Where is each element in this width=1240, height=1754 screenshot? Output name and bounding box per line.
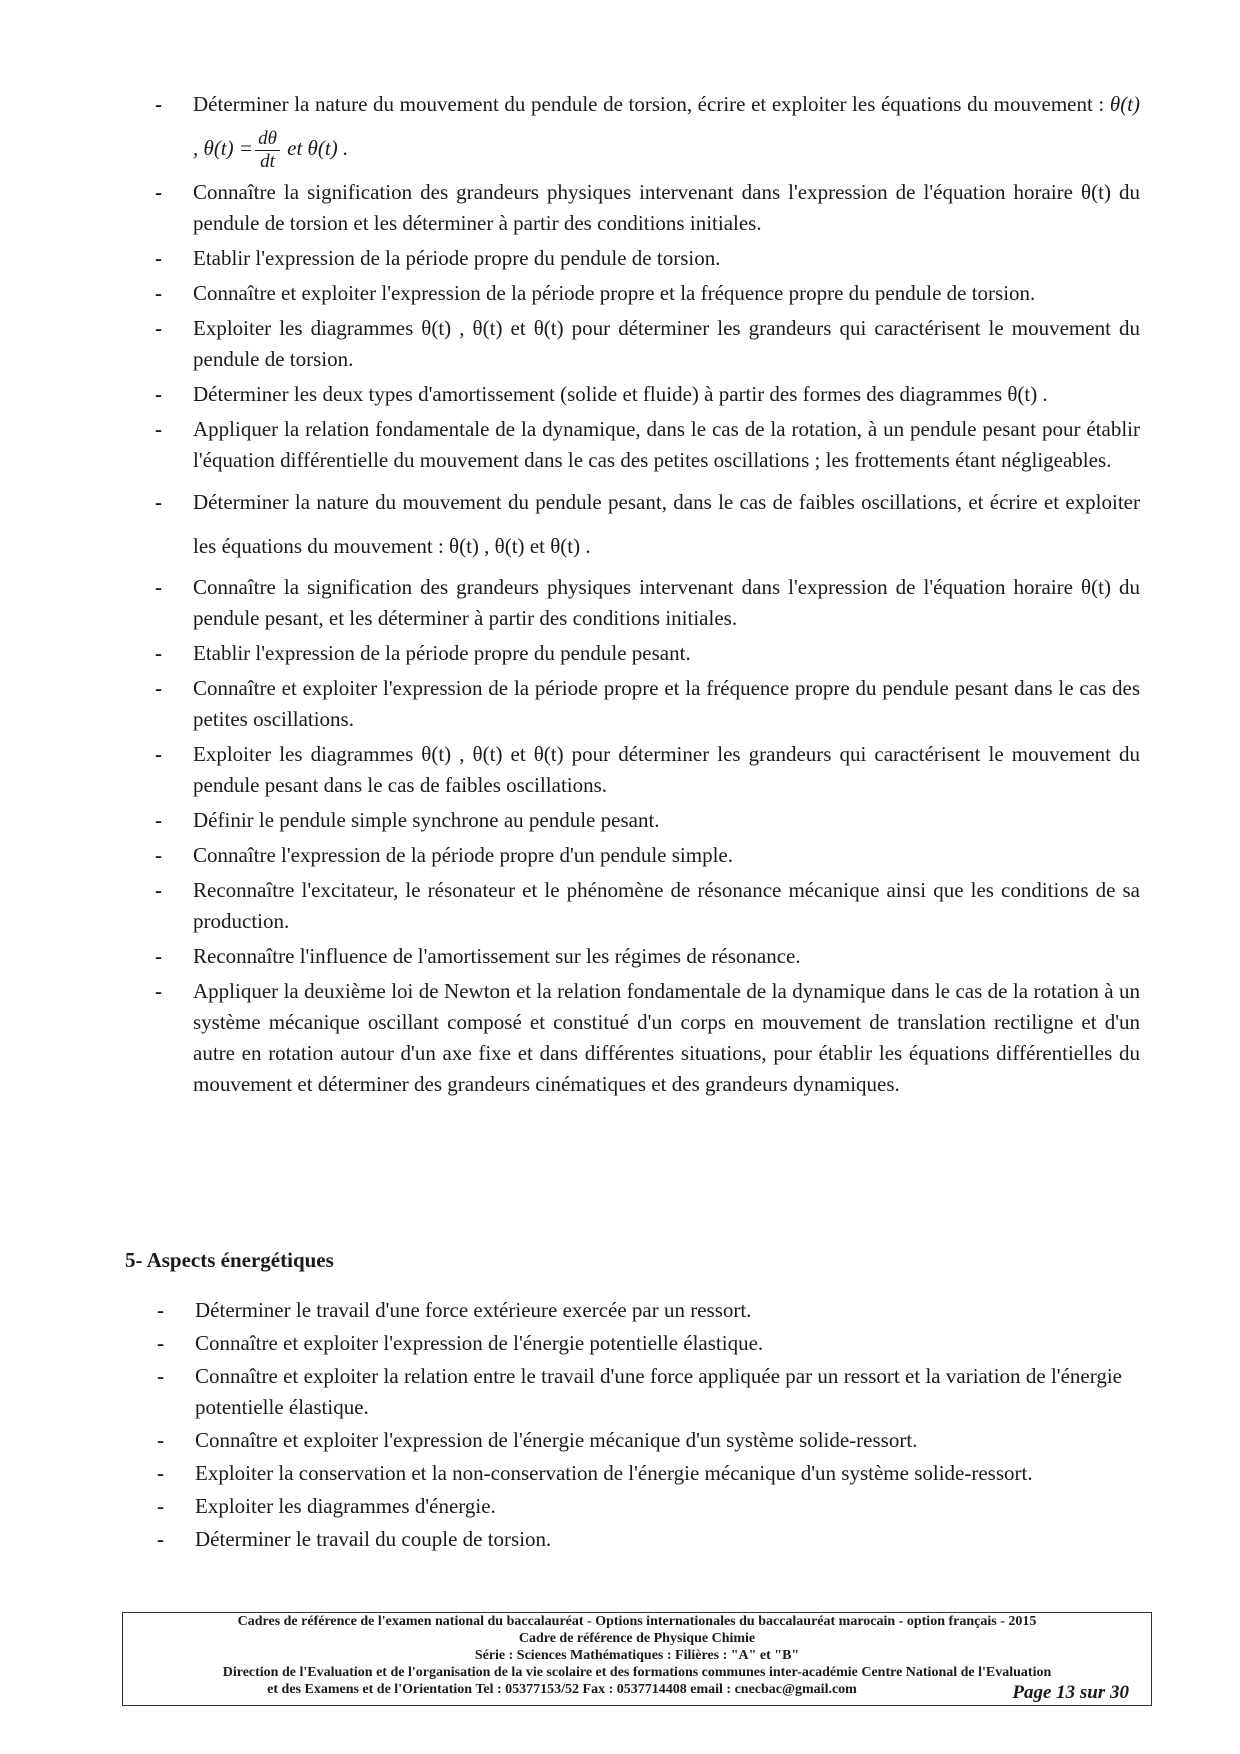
page-number: Page 13 sur 30 [1012, 1682, 1129, 1703]
bullet-dash: - [157, 1428, 164, 1452]
bullet-dash: - [157, 1298, 164, 1322]
bullet-dash: - [155, 245, 162, 270]
math-expression: et θ(t) . [287, 136, 349, 160]
item-text: Connaître et exploiter la relation entre le travail d'une force appliquée par un ressort et la variation de l'énergie potentielle élastique. [195, 1364, 1122, 1419]
list-item [135, 278, 1140, 309]
list-item [135, 805, 1140, 836]
list-item [135, 739, 1140, 801]
bullet-dash: - [155, 842, 162, 867]
list-item [135, 379, 1140, 410]
item-text: Définir le pendule simple synchrone au pendule pesant. [193, 807, 660, 832]
item-text: Connaître et exploiter l'expression de la période propre et la fréquence propre du pendule de torsion. [193, 280, 1036, 305]
list-item [135, 976, 1140, 1100]
bullet-dash: - [157, 1364, 164, 1388]
bullet-dash: - [155, 280, 162, 305]
bullet-dash: - [155, 807, 162, 832]
bullet-dash: - [157, 1527, 164, 1551]
list-item [135, 840, 1140, 871]
list-item [135, 82, 1140, 173]
list-item [137, 1295, 1122, 1326]
bullet-dash: - [155, 179, 162, 204]
energy-objectives-list [137, 1295, 1122, 1557]
fraction [255, 128, 280, 173]
section-heading: 5- Aspects énergétiques [125, 1248, 334, 1272]
footer-line-1: Cadres de référence de l'examen national du baccalauréat - Options internationales du baccalauréat marocain - option français - 2015 [237, 1614, 1037, 1629]
item-text: Reconnaître l'excitateur, le résonateur et le phénomène de résonance mécanique ainsi que les conditions de sa production. [193, 877, 1140, 933]
list-item [135, 414, 1140, 476]
bullet-dash: - [155, 416, 162, 441]
list-item [137, 1491, 1122, 1522]
fraction-numerator: dθ [255, 128, 280, 151]
bullet-dash: - [155, 675, 162, 700]
bullet-dash: - [155, 640, 162, 665]
item-text: Etablir l'expression de la période propre du pendule de torsion. [193, 245, 721, 270]
bullet-dash: - [155, 978, 162, 1003]
bullet-dash: - [155, 489, 162, 514]
item-text: Connaître et exploiter l'expression de l'énergie potentielle élastique. [195, 1331, 764, 1355]
bullet-dash: - [155, 943, 162, 968]
bullet-dash: - [155, 315, 162, 340]
item-text: Déterminer le travail du couple de torsion. [195, 1527, 552, 1551]
footer-line-3: Série : Sciences Mathématiques : Filières : "A" et "B" [474, 1648, 800, 1663]
item-text: Etablir l'expression de la période propre du pendule pesant. [193, 640, 691, 665]
list-item [135, 638, 1140, 669]
bullet-dash: - [157, 1461, 164, 1485]
list-item [135, 177, 1140, 239]
item-text: Connaître la signification des grandeurs physiques intervenant dans l'expression de l'équation horaire θ(t) du pendule pesant, et les déterminer à partir des conditions initiales. [193, 574, 1140, 630]
item-text: Exploiter les diagrammes θ(t) , θ(t) et θ(t) pour déterminer les grandeurs qui caractérisent le mouvement du pendule de torsion. [193, 315, 1140, 371]
item-text: Connaître et exploiter l'expression de l'énergie mécanique d'un système solide-ressort. [195, 1428, 918, 1452]
list-item [135, 243, 1140, 274]
footer-contact: et des Examens et de l'Orientation Tel : 05377153/52 Fax : 0537714408 email : cnecbac@gmail.com [267, 1682, 857, 1697]
item-text: Exploiter les diagrammes d'énergie. [195, 1494, 496, 1518]
list-item [137, 1328, 1122, 1359]
list-item [137, 1524, 1122, 1555]
item-text: Déterminer la nature du mouvement du pendule pesant, dans le cas de faibles oscillations, et écrire et exploiter les équations du mouvement : θ(t) , θ(t) et θ(t) . [193, 489, 1140, 558]
page-footer [122, 1612, 1152, 1706]
item-text: Exploiter les diagrammes θ(t) , θ(t) et θ(t) pour déterminer les grandeurs qui caractérisent le mouvement du pendule pesant dans le cas de faibles oscillations. [193, 741, 1140, 797]
item-text: Appliquer la relation fondamentale de la dynamique, dans le cas de la rotation, à un pendule pesant pour établir l'équation différentielle du mouvement dans le cas des petites oscillations ; les frottements étant négligeables. [193, 416, 1140, 472]
item-text: Déterminer la nature du mouvement du pendule de torsion, écrire et exploiter les équations du mouvement : [193, 92, 1105, 116]
list-item [135, 480, 1140, 568]
bullet-dash: - [157, 1331, 164, 1355]
list-item [137, 1458, 1122, 1489]
bullet-dash: - [155, 574, 162, 599]
bullet-dash: - [155, 381, 162, 406]
item-text: Déterminer le travail d'une force extérieure exercée par un ressort. [195, 1298, 752, 1322]
footer-line-2: Cadre de référence de Physique Chimie [518, 1631, 756, 1646]
list-item [137, 1425, 1122, 1456]
list-item [135, 313, 1140, 375]
footer-line-4: Direction de l'Evaluation et de l'organisation de la vie scolaire et des formations communes inter-académie Centre National de l'Evaluation [222, 1665, 1052, 1680]
list-item [135, 941, 1140, 972]
list-item [135, 572, 1140, 634]
item-text: Déterminer les deux types d'amortissement (solide et fluide) à partir des formes des diagrammes θ(t) . [193, 381, 1048, 406]
item-text: Connaître la signification des grandeurs physiques intervenant dans l'expression de l'équation horaire θ(t) du pendule de torsion et les déterminer à partir des conditions initiales. [193, 179, 1140, 235]
item-text: Connaître l'expression de la période propre d'un pendule simple. [193, 842, 734, 867]
fraction-denominator: dt [260, 150, 275, 172]
bullet-dash: - [155, 877, 162, 902]
list-item [135, 673, 1140, 735]
item-text: Connaître et exploiter l'expression de la période propre et la fréquence propre du pendule pesant dans le cas des petites oscillations. [193, 675, 1140, 731]
objectives-list [135, 82, 1140, 1104]
bullet-dash: - [155, 92, 162, 116]
item-text: Exploiter la conservation et la non-conservation de l'énergie mécanique d'un système solide-ressort. [195, 1461, 1033, 1485]
bullet-dash: - [157, 1494, 164, 1518]
list-item [137, 1361, 1122, 1423]
item-text: Appliquer la deuxième loi de Newton et la relation fondamentale de la dynamique dans le cas de la rotation à un système mécanique oscillant composé et constitué d'un corps en mouvement de translation rectiligne et d'un autre en rotation autour d'un axe fixe et dans différentes situations, pour établir les équations différentielles du mouvement et déterminer des grandeurs cinématiques et des grandeurs dynamiques. [193, 978, 1140, 1096]
bullet-dash: - [155, 741, 162, 766]
item-text: Reconnaître l'influence de l'amortissement sur les régimes de résonance. [193, 943, 801, 968]
footer-line-5 [123, 1681, 1151, 1698]
math-expression: θ(t) , θ(t) = [193, 92, 1141, 160]
list-item [135, 875, 1140, 937]
